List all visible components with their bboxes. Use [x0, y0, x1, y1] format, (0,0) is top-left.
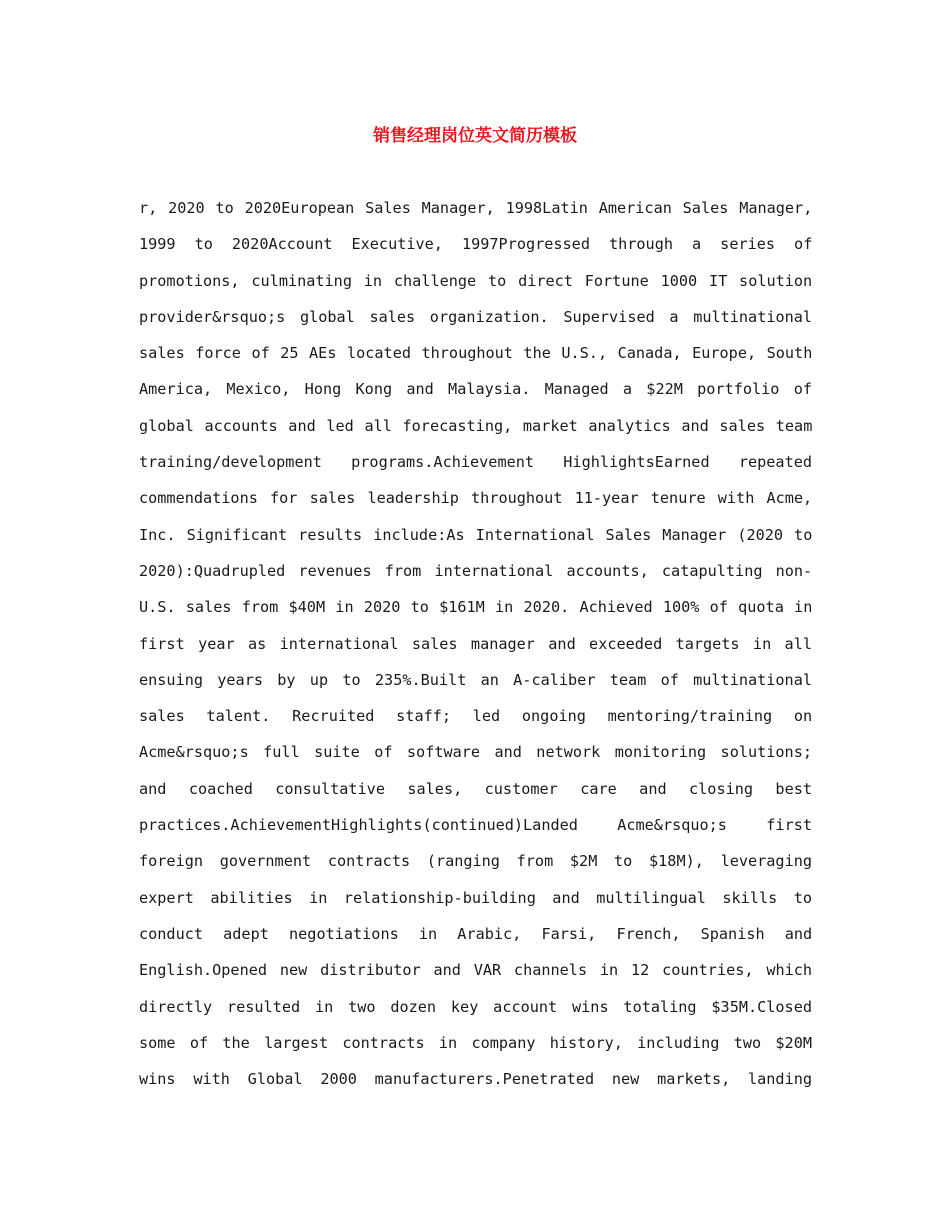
body-line: foreign government contracts (ranging from $2M to $18M), leveraging: [139, 852, 812, 871]
body-line: expert abilities in relationship-building and multilingual skills to: [139, 888, 812, 907]
body-line: directly resulted in two dozen key account wins totaling $35M.Closed: [139, 997, 812, 1016]
body-line: practices.AchievementHighlights(continued)Landed Acme&rsquo;s first: [139, 816, 812, 835]
body-line: U.S. sales from $40M in 2020 to $161M in 2020. Achieved 100% of quota in: [139, 598, 813, 617]
body-line: sales talent. Recruited staff; led ongoing mentoring/training on: [139, 707, 813, 726]
body-line: provider&rsquo;s global sales organization. Supervised a multinational: [139, 307, 813, 326]
body-line: Inc. Significant results include:As International Sales Manager (2020 to: [139, 525, 813, 544]
resume-body: [139, 190, 812, 1097]
body-line: conduct adept negotiations in Arabic, Farsi, French, Spanish and: [139, 924, 813, 943]
body-line: some of the largest contracts in company history, including two $20M: [139, 1033, 812, 1052]
body-line: 2020):Quadrupled revenues from international accounts, catapulting non-: [139, 561, 813, 580]
body-line: global accounts and led all forecasting, market analytics and sales team: [139, 416, 813, 435]
body-line: commendations for sales leadership throughout 11-year tenure with Acme,: [139, 489, 813, 508]
body-line: ensuing years by up to 235%.Built an A-caliber team of multinational: [139, 670, 812, 689]
body-line: Acme&rsquo;s full suite of software and network monitoring solutions;: [139, 743, 812, 762]
body-line: training/development programs.Achievement HighlightsEarned repeated: [139, 453, 812, 472]
body-line: sales force of 25 AEs located throughout the U.S., Canada, Europe, South: [139, 344, 813, 363]
body-line: 1999 to 2020Account Executive, 1997Progressed through a series of: [139, 235, 813, 254]
body-line: r, 2020 to 2020European Sales Manager, 1998Latin American Sales Manager,: [139, 199, 813, 217]
page-title: 销售经理岗位英文简历模板: [373, 126, 577, 146]
body-line: America, Mexico, Hong Kong and Malaysia. Managed a $22M portfolio of: [139, 380, 812, 399]
body-line: promotions, culminating in challenge to direct Fortune 1000 IT solution: [139, 271, 813, 290]
body-line: wins with Global 2000 manufacturers.Penetrated new markets, landing: [139, 1070, 812, 1089]
body-line: and coached consultative sales, customer care and closing best: [139, 779, 812, 798]
body-line: first year as international sales manager and exceeded targets in all: [139, 634, 812, 653]
body-line: English.Opened new distributor and VAR channels in 12 countries, which: [139, 961, 813, 980]
